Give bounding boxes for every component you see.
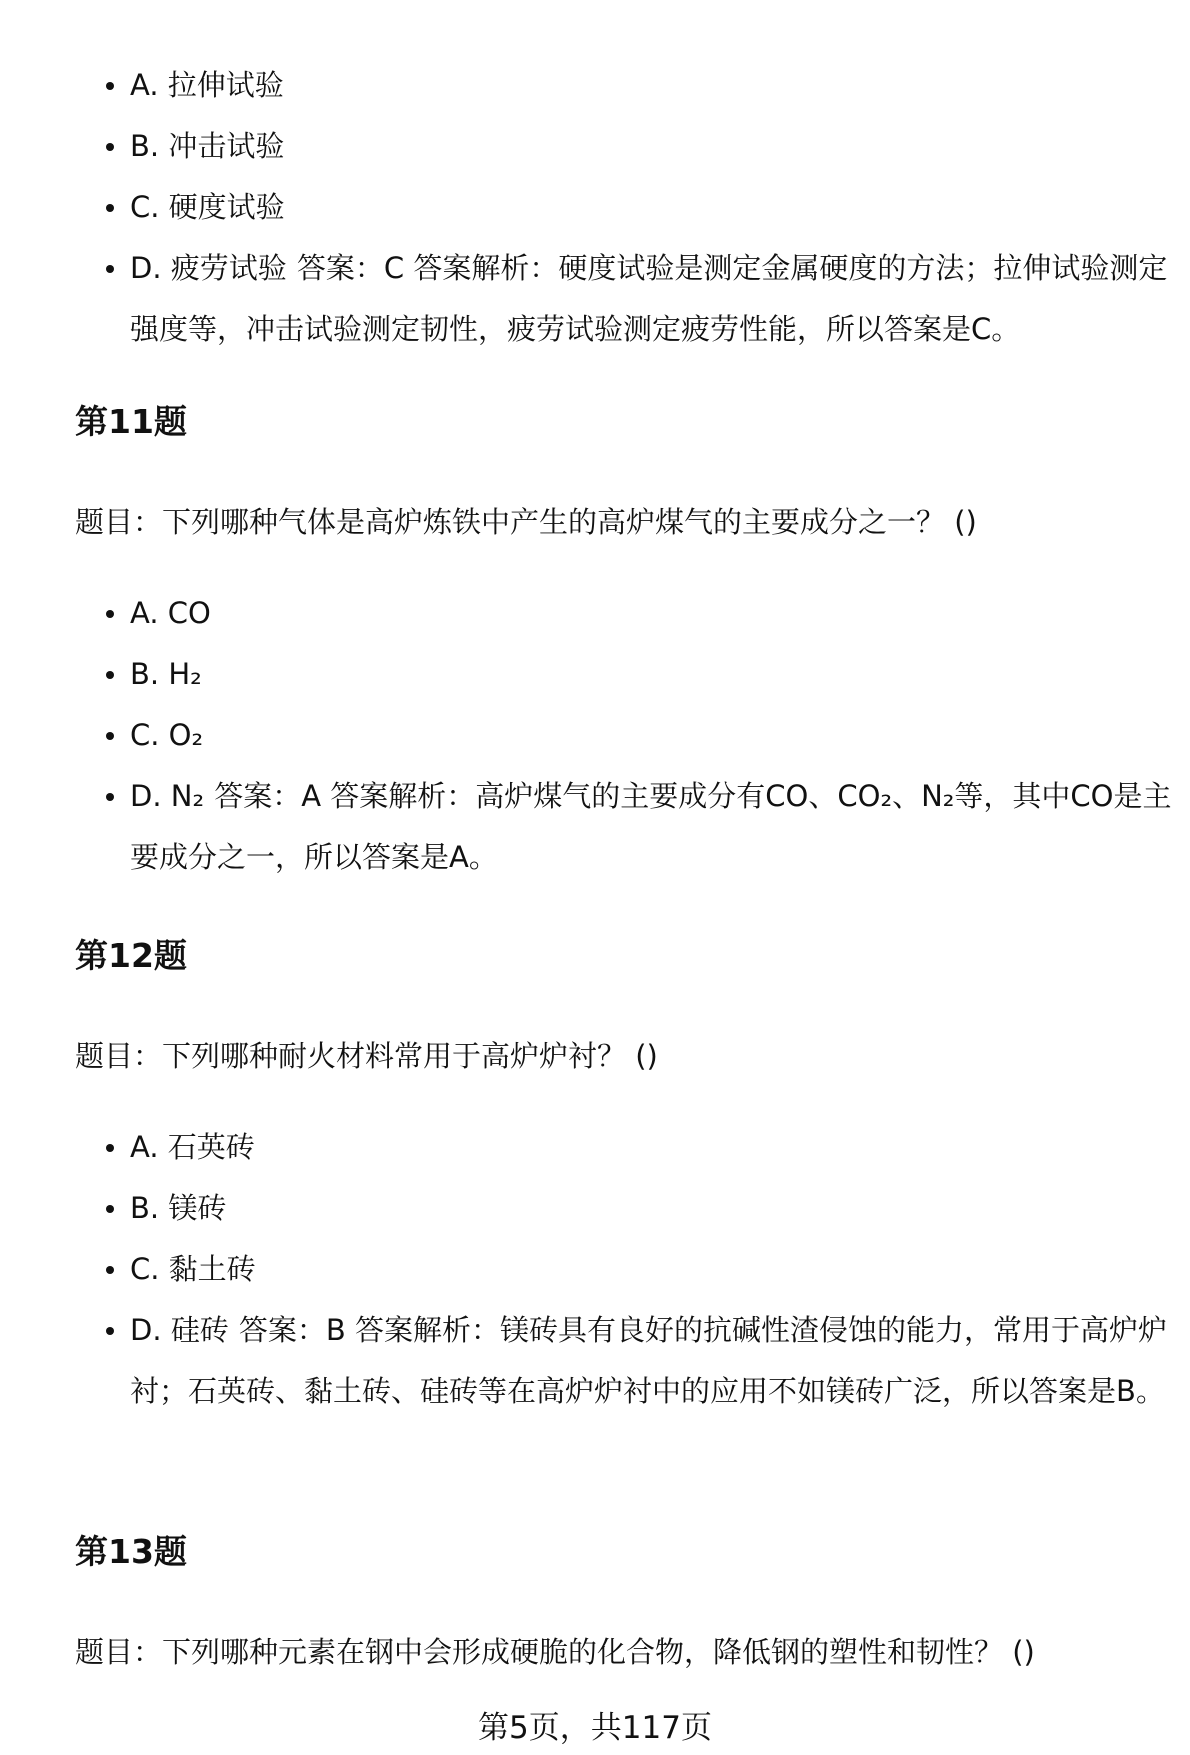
q10-option-b: B. 冲击试验 <box>102 116 1172 177</box>
q11-option-a: A. CO <box>102 583 1172 644</box>
q12-option-a: A. 石英砖 <box>102 1117 1172 1178</box>
q12-answer: 答案：B 答案解析：镁砖具有良好的抗碱性渣侵蚀的能力，常用于高炉炉衬；石英砖、黏土砖、硅砖等在高炉炉衬中的应用不如镁砖广泛，所以答案是B。 <box>130 1313 1168 1408</box>
q10-answer: 答案：C 答案解析：硬度试验是测定金属硬度的方法；拉伸试验测定强度等，冲击试验测定韧性，疲劳试验测定疲劳性能，所以答案是C。 <box>130 251 1168 346</box>
q12-options <box>102 1117 1172 1422</box>
q12-heading: 第12题 <box>75 936 187 975</box>
q11-options <box>102 583 1172 888</box>
q12-option-d <box>102 1300 1172 1422</box>
q12-option-b: B. 镁砖 <box>102 1178 1172 1239</box>
q12-question: 题目：下列哪种耐火材料常用于高炉炉衬？ () <box>75 1039 658 1073</box>
q13-heading: 第13题 <box>75 1532 187 1571</box>
q11-option-c: C. O₂ <box>102 705 1172 766</box>
q11-answer: 答案：A 答案解析：高炉煤气的主要成分有CO、CO₂、N₂等，其中CO是主要成分之一，所以答案是A。 <box>130 779 1172 874</box>
q11-option-d <box>102 766 1172 888</box>
q11-option-d-label: D. N₂ <box>130 779 205 813</box>
q10-option-a: A. 拉伸试验 <box>102 55 1172 116</box>
q10-options <box>102 55 1172 360</box>
q13-question: 题目：下列哪种元素在钢中会形成硬脆的化合物，降低钢的塑性和韧性？ () <box>75 1635 1035 1669</box>
q11-option-b: B. H₂ <box>102 644 1172 705</box>
q11-question: 题目：下列哪种气体是高炉炼铁中产生的高炉煤气的主要成分之一？ () <box>75 505 977 539</box>
q10-option-c: C. 硬度试验 <box>102 177 1172 238</box>
page-indicator: 第5页，共117页 <box>478 1710 712 1746</box>
q12-option-d-label: D. 硅砖 <box>130 1313 229 1347</box>
q11-heading: 第11题 <box>75 402 187 441</box>
q10-option-d <box>102 238 1172 360</box>
q10-option-d-label: D. 疲劳试验 <box>130 251 287 285</box>
q12-option-c: C. 黏土砖 <box>102 1239 1172 1300</box>
